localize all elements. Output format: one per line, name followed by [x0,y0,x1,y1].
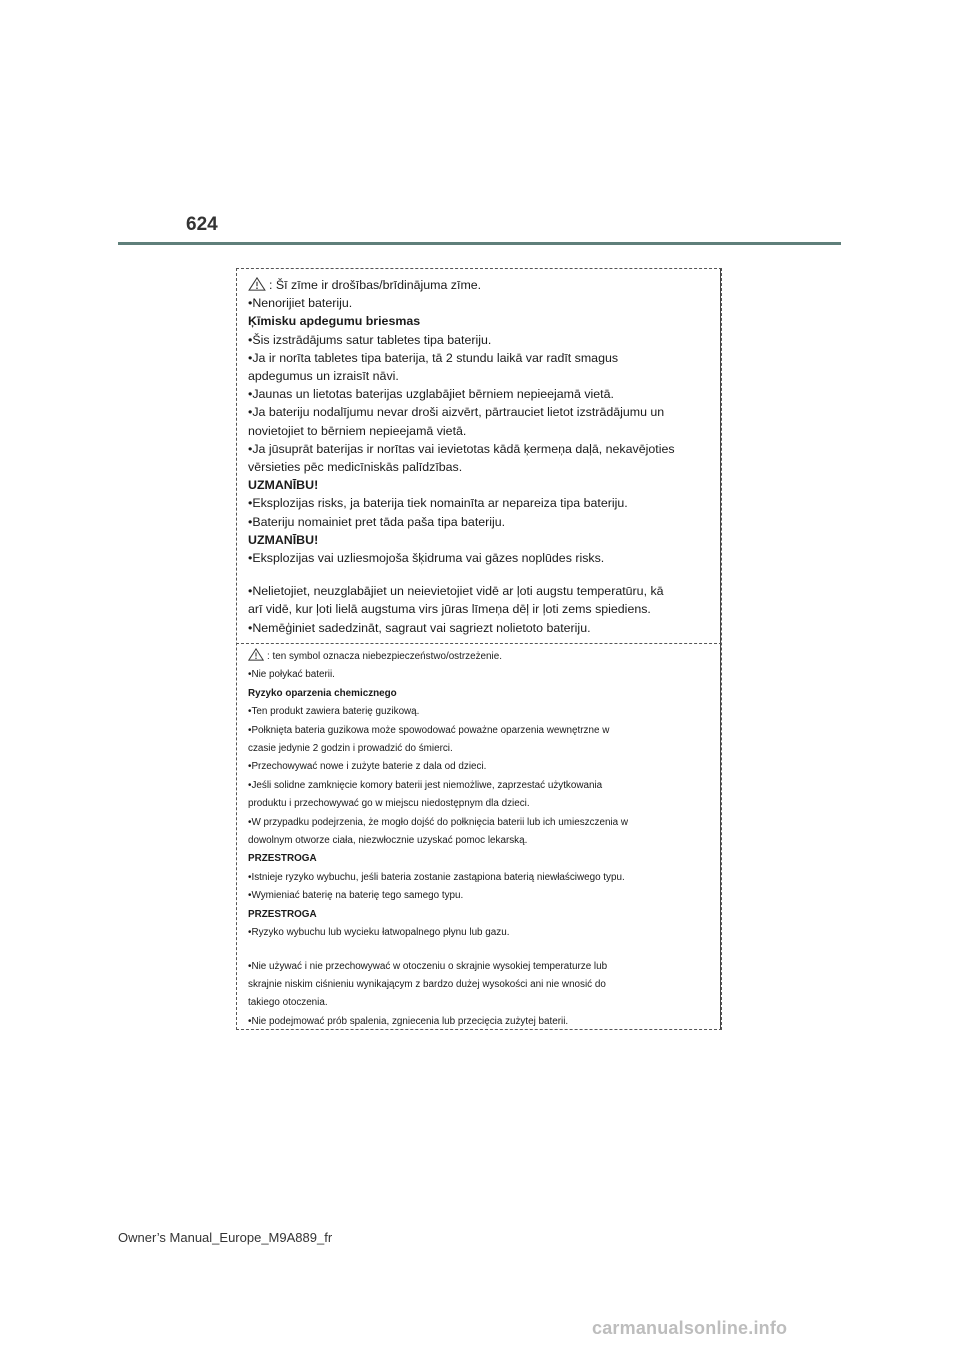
notice-line: •Nie połykać baterii. [248,669,335,681]
notice-line: •Przechowywać nowe i zużyte baterie z dala od dzieci. [248,761,487,773]
notice-line: czasie jedynie 2 godzin i prowadzić do śmierci. [248,743,453,755]
notice-line: •Nelietojiet, neuzglabājiet un neievietojiet vidē ar ļoti augstu temperatūru, kā [248,584,664,599]
notice-line: •Eksplozijas vai uzliesmojoša šķidruma vai gāzes noplūdes risks. [248,551,605,566]
notice-line: •W przypadku podejrzenia, że mogło dojść do połknięcia baterii lub ich umieszczenia w [248,816,628,828]
watermark: carmanualsonline.info [592,1318,788,1338]
notice-line: vērsieties pēc medicīniskās palīdzības. [248,460,463,475]
notice-line: •Nie podejmować prób spalenia, zgniecenia lub przecięcia zużytej baterii. [248,1015,569,1027]
notice-heading: PRZESTROGA [248,908,317,920]
notice-heading: Ķīmisku apdegumu briesmas [248,314,421,329]
notice-line: •Bateriju nomainiet pret tāda paša tipa bateriju. [248,514,506,529]
notice-lines [248,294,710,637]
notice-line: •Ryzyko wybuchu lub wycieku łatwopalnego płynu lub gazu. [248,927,510,939]
notice-line: •Ja jūsuprāt baterijas ir norītas vai ievietotas kādā ķermeņa daļā, nekavējoties [248,441,675,456]
notice-line: produktu i przechowywać go w miejscu niedostępnym dla dzieci. [248,798,530,810]
notice-line: •Nie używać i nie przechowywać w otoczeniu o skrajnie wysokiej temperaturze lub [248,960,608,972]
notice-line: •Nenorijiet bateriju. [248,296,353,311]
notice-line: arī vidē, kur ļoti lielā augstuma virs jūras līmeņa dēļ ir ļoti zems spiediens. [248,602,651,617]
notice-line: apdegumus un izraisīt nāvi. [248,369,399,384]
notice-line: •Wymieniać baterię na baterię tego samego typu. [248,890,464,902]
notice-latvian [248,276,710,637]
symbol-line [248,276,710,294]
footer-manual-id: Owner’s Manual_Europe_M9A889_fr [118,1230,333,1245]
notice-line: •Eksplozijas risks, ja baterija tiek nomainīta ar nepareiza tipa bateriju. [248,496,628,511]
warning-triangle-icon [248,648,264,661]
symbol-text: : ten symbol oznacza niebezpieczeństwo/ostrzeżenie. [267,651,502,662]
symbol-line [248,648,710,666]
notice-heading: UZMANĪBU! [248,532,319,547]
notice-line: novietojiet to bērniem nepieejamā vietā. [248,423,467,438]
warning-triangle-icon [248,277,266,291]
notice-line: •Jeśli solidne zamknięcie komory baterii jest niemożliwe, zaprzestać użytkowania [248,779,603,791]
notice-heading: Ryzyko oparzenia chemicznego [248,687,397,699]
notice-line: •Ja bateriju nodalījumu nevar droši aizvērt, pārtrauciet lietot izstrādājumu un [248,405,665,420]
notice-line: •Nemēģiniet sadedzināt, sagraut vai sagriezt nolietoto bateriju. [248,620,591,635]
notice-line: •Ten produkt zawiera baterię guzikową. [248,706,420,718]
box-right-border [720,269,721,1029]
notice-line: dowolnym otworze ciała, niezwłocznie uzyskać pomoc lekarską. [248,835,528,847]
page-number: 624 [186,214,218,235]
notice-line: •Połknięta bateria guzikowa może spowodować poważne oparzenia wewnętrzne w [248,724,610,736]
notice-polish [248,648,710,1031]
header-rule [118,242,841,245]
notice-line: skrajnie niskim ciśnieniu wynikającym z bardzo dużej wysokości ani nie wnosić do [248,978,606,990]
notice-lines [248,666,710,1031]
language-divider [236,643,722,644]
notice-heading: UZMANĪBU! [248,478,319,493]
notice-line: takiego otoczenia. [248,997,328,1009]
notice-line: •Jaunas un lietotas baterijas uzglabājiet bērniem nepieejamā vietā. [248,387,614,402]
notice-line: •Ja ir norīta tabletes tipa baterija, tā 2 stundu laikā var radīt smagus [248,350,619,365]
notice-line: •Šis izstrādājums satur tabletes tipa bateriju. [248,332,492,347]
notice-heading: PRZESTROGA [248,853,317,865]
notice-line: •Istnieje ryzyko wybuchu, jeśli bateria zostanie zastąpiona baterią niewłaściwego typu. [248,871,625,883]
symbol-text: : Šī zīme ir drošības/brīdinājuma zīme. [269,278,482,292]
